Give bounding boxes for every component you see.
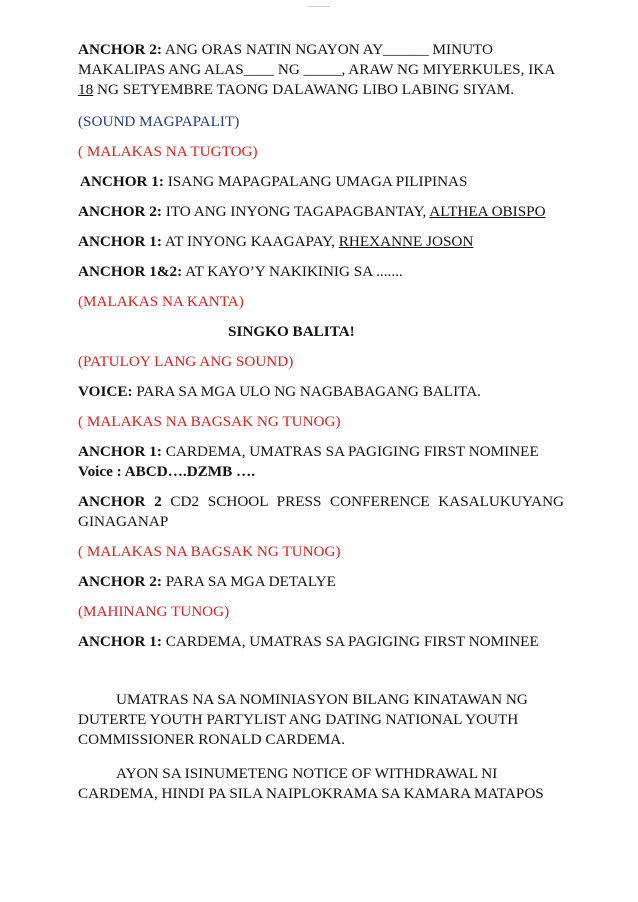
anchor2-time-line [78,40,564,100]
line-text: NG SETYEMBRE TAONG DALAWANG LIBO LABING SIYAM. [93,81,515,98]
speaker-label: ANCHOR 2: [78,573,162,590]
line-text: AT KAYO’Y NAKIKINIG SA ....... [182,263,403,280]
anchor1-story-line [78,632,539,652]
speaker-label: ANCHOR 2: [78,41,162,58]
line-text: AT INYONG KAAGAPAY, [161,233,339,250]
speaker-label: VOICE: [78,383,133,400]
anchor-name: RHEXANNE JOSON [338,233,474,250]
line-text: CD2 SCHOOL PRESS CONFERENCE KASALUKUYANG GINAGANAP [78,493,565,530]
cue-loud-drop: ( MALAKAS NA BAGSAK NG TUNOG) [78,413,341,430]
cue-loud-song: (MALAKAS NA KANTA) [78,293,244,310]
line-text: ITO ANG INYONG TAGAPAGBANTAY, [161,203,430,220]
cue-sound-change: (SOUND MAGPAPALIT) [78,113,240,130]
speaker-label: ANCHOR 1: [78,633,162,650]
anchor-both-line [78,262,403,282]
line-text: CARDEMA, UMATRAS SA PAGIGING FIRST NOMINEE [161,633,539,650]
line-text: ANG ORAS NATIN NGAYON AY______ MINUTO MAKALIPAS ANG ALAS____ NG _____, ARAW NG MIYERKULES, IKA [78,41,555,78]
anchor2-details-line [78,572,336,592]
line-text: PARA SA MGA ULO NG NAGBABAGANG BALITA. [132,383,481,400]
speaker-label: ANCHOR 1: [80,173,164,190]
line-text: ISANG MAPAGPALANG UMAGA PILIPINAS [163,173,468,190]
speaker-label: ANCHOR 1: [78,443,162,460]
line-text: CARDEMA, UMATRAS SA PAGIGING FIRST NOMINEE [161,443,539,460]
speaker-label: ANCHOR 1: [78,233,162,250]
cue-sound-continue: (PATULOY LANG ANG SOUND) [78,353,294,370]
speaker-label: ANCHOR 1&2: [78,263,183,280]
line-text: PARA SA MGA DETALYE [161,573,336,590]
cue-loud-drop: ( MALAKAS NA BAGSAK NG TUNOG) [78,543,341,560]
speaker-label: ANCHOR 2 [78,493,162,510]
voice-headlines-line [78,382,481,402]
anchor1-greeting-line [80,172,467,192]
speaker-label: ANCHOR 2: [78,203,162,220]
cue-soft-sound: (MAHINANG TUNOG) [78,603,230,620]
anchor2-intro-line [78,202,546,222]
anchor2-headline-line [78,492,564,532]
voice-station-line: Voice : ABCD….DZMB …. [78,463,256,480]
news-paragraph-2: AYON SA ISINUMETENG NOTICE OF WITHDRAWAL NI CARDEMA, HINDI PA SILA NAIPLOKRAMA SA KAMARA MATAPOS [78,765,544,802]
anchor1-intro-line [78,232,473,252]
page-top-marker [308,0,330,7]
date-number: 18 [78,81,94,98]
anchor1-headline-line [78,442,539,462]
show-title: SINGKO BALITA! [228,323,355,340]
news-paragraph-1: UMATRAS NA SA NOMINIASYON BILANG KINATAWAN NG DUTERTE YOUTH PARTYLIST ANG DATING NATIONAL YOUTH COMMISSIONER RONALD CARDEMA. [78,691,528,748]
anchor-name: ALTHEA OBISPO [429,203,546,220]
cue-loud-music: ( MALAKAS NA TUGTOG) [78,143,258,160]
